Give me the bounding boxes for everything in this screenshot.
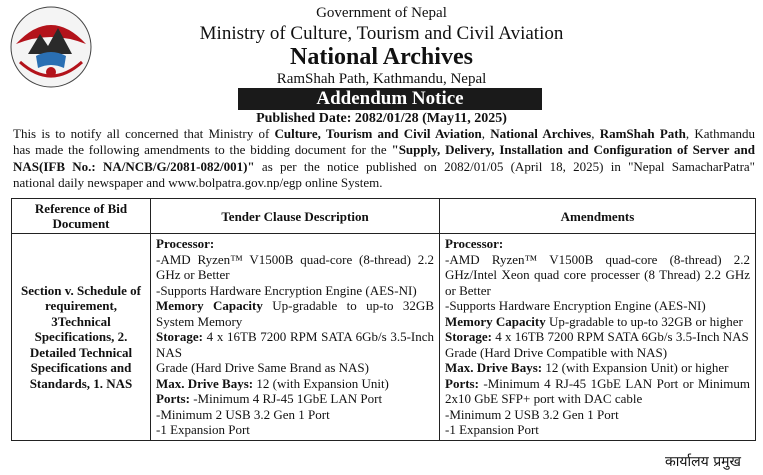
reference-cell: Section v. Schedule of requirement, 3Technical Specifications, 2. Detailed Technical Specifications and Standards, 1. NAS xyxy=(12,234,151,441)
tender-clause-cell xyxy=(151,234,440,441)
intro-text: , xyxy=(591,126,600,141)
storage-label: Storage: xyxy=(156,329,203,344)
intro-text: , xyxy=(481,126,491,141)
notice-title: Addendum Notice xyxy=(238,88,542,110)
table-header-row xyxy=(12,199,756,234)
memory-spec: Up-gradable to up-to 32GB System Memory xyxy=(156,298,434,329)
encryption-spec: -Supports Hardware Encryption Engine (AES-NI) xyxy=(156,282,417,298)
encryption-spec: -Supports Hardware Encryption Engine (AES-NI) xyxy=(445,298,706,313)
bays-spec: 12 (with Expansion Unit) xyxy=(253,375,389,391)
ports-spec: -Minimum 4 RJ-45 1GbE LAN Port xyxy=(189,391,383,406)
usb-spec: -Minimum 2 USB 3.2 Gen 1 Port xyxy=(156,406,330,422)
grade-spec: Grade (Hard Drive Compatible with NAS) xyxy=(445,344,668,360)
bays-label: Max. Drive Bays: xyxy=(156,375,254,391)
storage-spec: 4 x 16TB 7200 RPM SATA 6Gb/s 3.5-Inch NAS xyxy=(491,329,749,344)
intro-paragraph xyxy=(13,126,755,192)
amendments-cell xyxy=(440,234,756,441)
intro-text: , Kathmandu xyxy=(685,126,755,141)
intro-office: National Archives xyxy=(490,126,592,141)
amendment-table xyxy=(11,198,756,441)
header-reference: Reference of Bid Document xyxy=(12,199,151,234)
usb-spec: -Minimum 2 USB 3.2 Gen 1 Port xyxy=(445,406,619,422)
government-name: Government of Nepal xyxy=(316,5,447,21)
ports-spec: -Minimum 4 RJ-45 1GbE LAN Port or Minimum 2x10 GbE SFP+ port with DAC cable xyxy=(445,375,750,406)
office-name: National Archives xyxy=(290,44,473,70)
office-address: RamShah Path, Kathmandu, Nepal xyxy=(276,71,487,87)
intro-text: has made the following amendments to the bidding document for the xyxy=(13,142,392,158)
office-chief-signature: कार्यालय प्रमुख xyxy=(665,454,741,470)
bays-label: Max. Drive Bays: xyxy=(445,360,543,375)
header-amendments: Amendments xyxy=(440,199,756,234)
processor-label: Processor: xyxy=(445,236,504,251)
memory-spec: Up-gradable to up-to 32GB or higher xyxy=(545,313,743,329)
processor-label: Processor: xyxy=(156,236,215,251)
processor-spec: -AMD Ryzen™ V1500B quad-core (8-thread) 2.2 GHz or Better xyxy=(156,251,434,282)
intro-text: as per the notice published on 2082/01/05 (April 18, 2025) in "Nepal SamacharPatra" xyxy=(254,158,755,174)
expansion-spec: -1 Expansion Port xyxy=(445,422,539,437)
header-tender-clause: Tender Clause Description xyxy=(151,199,440,234)
intro-text: This is to notify all concerned that Ministry of xyxy=(13,126,275,141)
grade-spec: Grade (Hard Drive Same Brand as NAS) xyxy=(156,360,369,375)
storage-label: Storage: xyxy=(445,329,492,344)
intro-ifb: NAS(IFB No.: NA/NCB/G/2081-082/001)" xyxy=(13,158,255,174)
bays-spec: 12 (with Expansion Unit) or higher xyxy=(542,360,729,375)
intro-project: "Supply, Delivery, Installation and Configuration of Server and xyxy=(391,142,755,158)
storage-spec: 4 x 16TB 7200 RPM SATA 6Gb/s 3.5-Inch NAS xyxy=(156,329,434,360)
ports-label: Ports: xyxy=(156,391,190,406)
memory-label: Memory Capacity xyxy=(156,298,263,313)
intro-text: national daily newspaper and www.bolpatra.gov.np/egp online System. xyxy=(13,175,383,191)
ports-label: Ports: xyxy=(445,375,479,391)
expansion-spec: -1 Expansion Port xyxy=(156,422,250,437)
intro-ministry: Culture, Tourism and Civil Aviation xyxy=(274,126,482,141)
processor-spec: -AMD Ryzen™ V1500B quad-core (8-thread) 2.2 GHz/Intel Xeon quad core processer (8 Thread) 2.2 GHz or Better xyxy=(445,251,750,298)
table-row xyxy=(12,234,756,441)
memory-label: Memory Capacity xyxy=(445,313,546,329)
published-date: Published Date: 2082/01/28 (May11, 2025) xyxy=(256,111,507,126)
intro-street: RamShah Path xyxy=(599,126,686,141)
ministry-name: Ministry of Culture, Tourism and Civil Aviation xyxy=(199,23,564,44)
